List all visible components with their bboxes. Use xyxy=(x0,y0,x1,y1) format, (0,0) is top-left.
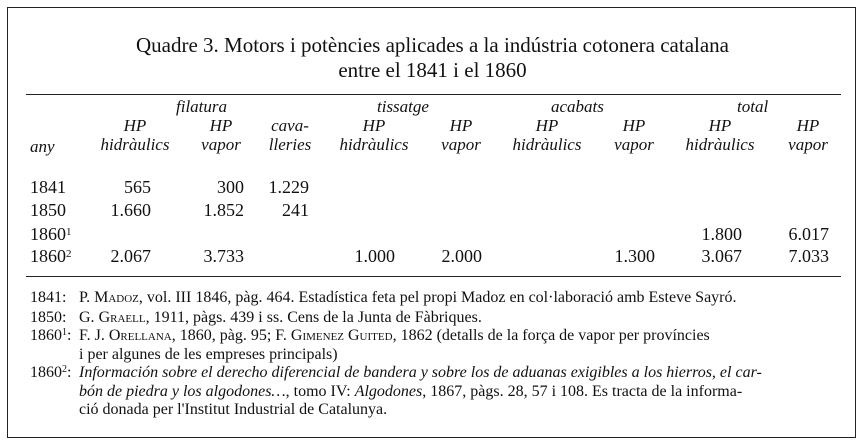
header-aca-hp-hidr: HP hidràulics xyxy=(512,116,582,154)
header-tot-hp-vapor: HP vapor xyxy=(788,116,828,154)
header-tot-hp-hidr: HP hidràulics xyxy=(685,116,755,154)
source-text: bón de piedra y los algodones…, tomo IV: Algodones, 1867, pàgs. 28, 57 i 108. Es tracta de la informa- xyxy=(79,382,743,400)
source-year: 1850: xyxy=(30,309,67,326)
header-fil-hp-hidr: HP hidràulics xyxy=(100,116,170,154)
header-tis-hp-vapor: HP vapor xyxy=(441,116,481,154)
rule-bottom xyxy=(26,276,841,277)
source-text: ció donada per l'Institut Industrial de Catalunya. xyxy=(79,401,388,418)
group-acabats: acabats xyxy=(551,97,604,116)
table-cell: 3.733 xyxy=(203,246,244,266)
source-year: 1841: xyxy=(30,289,67,306)
row-year: 1850 xyxy=(30,200,66,220)
header-tis-hp-hidr: HP hidràulics xyxy=(339,116,409,154)
table-cell: 3.067 xyxy=(701,246,742,266)
table-cell: 1.800 xyxy=(701,224,742,244)
header-aca-hp-vapor: HP vapor xyxy=(614,116,654,154)
table-cell: 6.017 xyxy=(788,224,829,244)
table-cell: 1.229 xyxy=(268,177,309,197)
source-text: i per algunes de les empreses principals) xyxy=(79,345,338,363)
table-cell: 1.300 xyxy=(614,246,655,266)
table-cell: 1.000 xyxy=(354,246,395,266)
table-cell: 2.000 xyxy=(441,246,482,266)
table-title-line2: entre el 1841 i el 1860 xyxy=(338,58,527,82)
header-fil-hp-vapor: HP vapor xyxy=(201,116,241,154)
table-cell: 1.852 xyxy=(203,200,244,220)
table-cell: 241 xyxy=(282,200,309,220)
header-any: any xyxy=(30,137,55,156)
header-cavalleries: cava- lleries xyxy=(268,116,312,154)
row-year: 1860$^2$ xyxy=(30,246,72,266)
group-total: total xyxy=(737,97,769,116)
group-filatura: filatura xyxy=(176,97,228,116)
table-cell: 2.067 xyxy=(110,246,151,266)
row-year: 1841 xyxy=(30,177,66,197)
table-title-line1: Quadre 3. Motors i potències aplicades a la indústria cotonera catalana xyxy=(135,33,729,57)
source-text: P. Madoz, vol. III 1846, pàg. 464. Estadística feta pel propi Madoz en col·laboració amb Esteve Sayró. xyxy=(79,289,737,306)
source-text: F. J. Orellana, 1860, pàg. 95; F. Gimenez Guited, 1862 (detalls de la força de vapor per províncies xyxy=(79,327,710,344)
group-tissatge: tissatge xyxy=(377,97,429,116)
table-cell: 300 xyxy=(217,177,244,197)
source-text: Información sobre el derecho diferencial de bandera y sobre los de aduanas exigibles a los hierros, el car- xyxy=(79,364,762,381)
row-year: 1860$^1$ xyxy=(30,224,72,244)
table-cell: 1.660 xyxy=(110,200,151,220)
source-year: 1860$^1$: xyxy=(30,327,72,344)
source-year: 1860$^2$: xyxy=(30,364,72,381)
table-cell: 565 xyxy=(124,177,151,197)
table-cell: 7.033 xyxy=(788,246,829,266)
rule-top xyxy=(26,94,841,95)
source-text: G. Graell, 1911, pàgs. 439 i ss. Cens de la Junta de Fàbriques. xyxy=(79,309,482,326)
